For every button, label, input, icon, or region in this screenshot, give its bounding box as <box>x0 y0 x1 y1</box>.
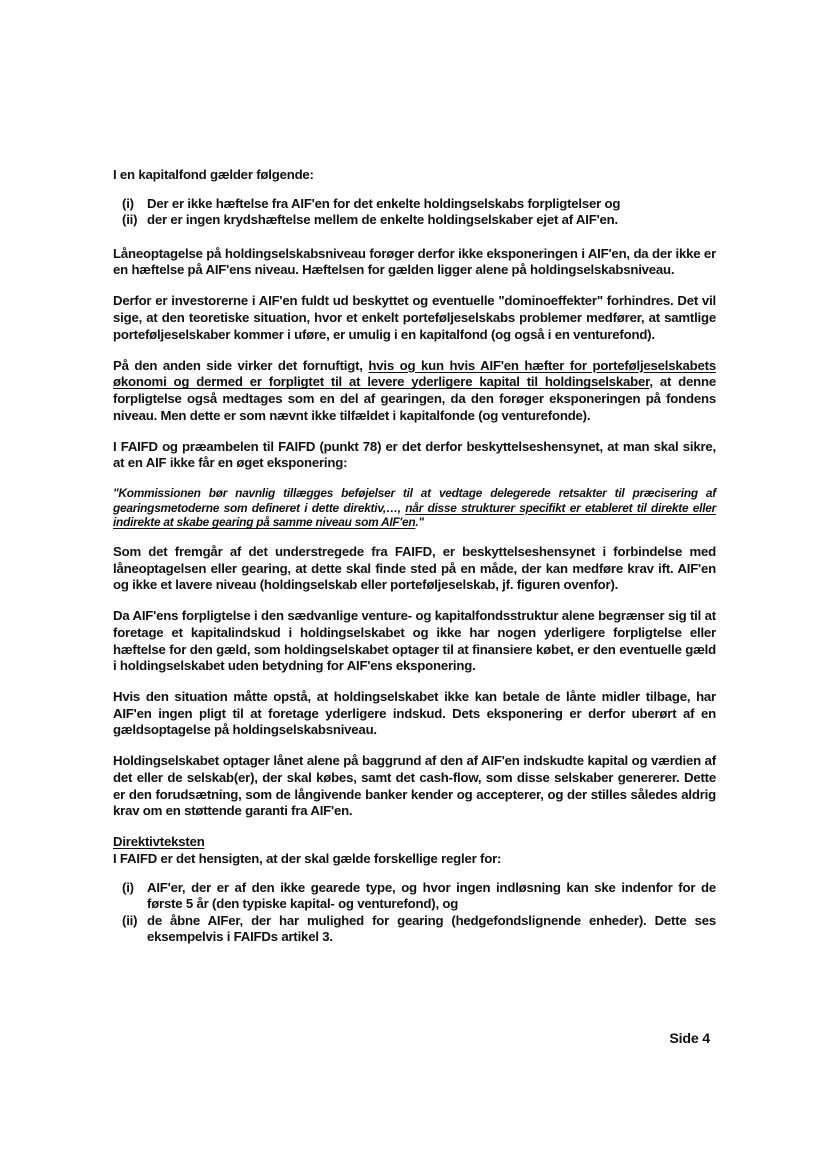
list-number: (i) <box>122 195 134 211</box>
paragraph-text: , at denne forpligtelse også medtages som en del af gearingen, da den forøger eksponeringen på fondens niveau. Men dette er som nævnt ikke tilfældet i kapitalfonde (og venturefonde). <box>113 374 716 423</box>
paragraph: Som det fremgår af det understregede fra FAIFD, er beskyttelseshensynet i forbindelse med låneoptagelsen eller gearing, at dette skal finde sted på en måde, der kan medføre krav ift. AIF'en og ikke et lavere niveau (holdingselskab eller porteføljeselskab, jf. figuren ovenfor). <box>113 544 716 593</box>
paragraph: Låneoptagelse på holdingselskabsniveau forøger derfor ikke eksponeringen i AIF'en, da der ikke er en hæftelse på AIF'ens niveau. Hæftelsen for gælden ligger alene på holdingselskabsniveau. <box>113 245 716 278</box>
list-item <box>122 196 716 213</box>
list-item-text: der er ingen krydshæftelse mellem de enkelte holdingselskaber ejet af AIF'en. <box>147 212 618 228</box>
list-item-text: de åbne AIFer, der har mulighed for gearing (hedgefondslignende enheder). Dette ses eksempelvis i FAIFDs artikel 3. <box>147 912 716 945</box>
rules-list <box>113 880 716 946</box>
quote-text: ." <box>415 515 424 530</box>
paragraph <box>113 358 716 424</box>
list-item <box>122 913 716 946</box>
paragraph: Derfor er investorerne i AIF'en fuldt ud beskyttet og eventuelle "dominoeffekter" forhindres. Det vil sige, at den teoretiske situation, hvor et enkelt porteføljeselskabs problemer medfører, at samtlige porteføljeselskaber kommer i uføre, er umulig i en kapitalfond (og også i en venturefond). <box>113 293 716 342</box>
section-heading <box>113 834 716 851</box>
obligation-list <box>113 196 716 229</box>
list-item <box>122 880 716 913</box>
section-heading-text: Direktivteksten <box>113 834 205 850</box>
list-number: (ii) <box>122 912 138 928</box>
paragraph: I FAIFD er det hensigten, at der skal gælde forskellige regler for: <box>113 850 502 866</box>
underlined-quote-text: når disse strukturer specifikt er etableret til direkte eller indirekte at skabe gearing på samme niveau som AIF'en <box>113 500 716 530</box>
list-item-text: Der er ikke hæftelse fra AIF'en for det enkelte holdingselskabs forpligtelser og <box>147 195 621 211</box>
list-item-text: AIF'er, der er af den ikke gearede type, og hvor ingen indløsning kan ske indenfor for de første 5 år (den typiske kapital- og venturefond), og <box>147 879 716 912</box>
quote-text: "Kommissionen bør navnlig tillægges beføjelser til at vedtage delegerede retsakter til præcisering af gearingsmetoderne som defineret i dette direktiv,…, <box>113 486 716 515</box>
paragraph: Da AIF'ens forpligtelse i den sædvanlige venture- og kapitalfondsstruktur alene begrænser sig til at foretage et kapitalindskud i holdingselskabet og ikke har nogen yderligere forpligtelse eller hæftelse for den gæld, som holdingselskabet optager til at finansiere købet, er den eventuelle gæld i holdingselskabet uden betydning for AIF'ens eksponering. <box>113 608 716 674</box>
list-item <box>122 212 716 229</box>
paragraph: Holdingselskabet optager lånet alene på baggrund af den af AIF'en indskudte kapital og værdien af det eller de selskab(er), der skal købes, samt det cash-flow, som disse selskaber genererer. Dette er den forudsætning, som de långivende banker kender og accepterer, og der stilles således aldrig krav om en støttende garanti fra AIF'en. <box>113 753 716 819</box>
directive-quote <box>113 486 716 529</box>
paragraph-text: På den anden side virker det fornuftigt, <box>113 357 369 373</box>
underlined-text: hvis og kun hvis AIF'en hæfter for porteføljeselskabets økonomi og dermed er forpligtet til at levere yderligere kapital til holdingselskaber <box>113 357 716 390</box>
list-number: (ii) <box>122 212 138 228</box>
intro-text: I en kapitalfond gælder følgende: <box>113 167 314 182</box>
list-number: (i) <box>122 879 134 895</box>
paragraph: I FAIFD og præambelen til FAIFD (punkt 78) er det derfor beskyttelseshensynet, at man skal sikre, at en AIF ikke får en øget eksponering: <box>113 438 716 471</box>
page-number: Side 4 <box>669 1031 710 1047</box>
paragraph: Hvis den situation måtte opstå, at holdingselskabet ikke kan betale de lånte midler tilbage, har AIF'en ingen pligt til at foretage yderligere indskud. Dets eksponering er derfor uberørt af en gældsoptagelse på holdingselskabsniveau. <box>113 689 716 738</box>
